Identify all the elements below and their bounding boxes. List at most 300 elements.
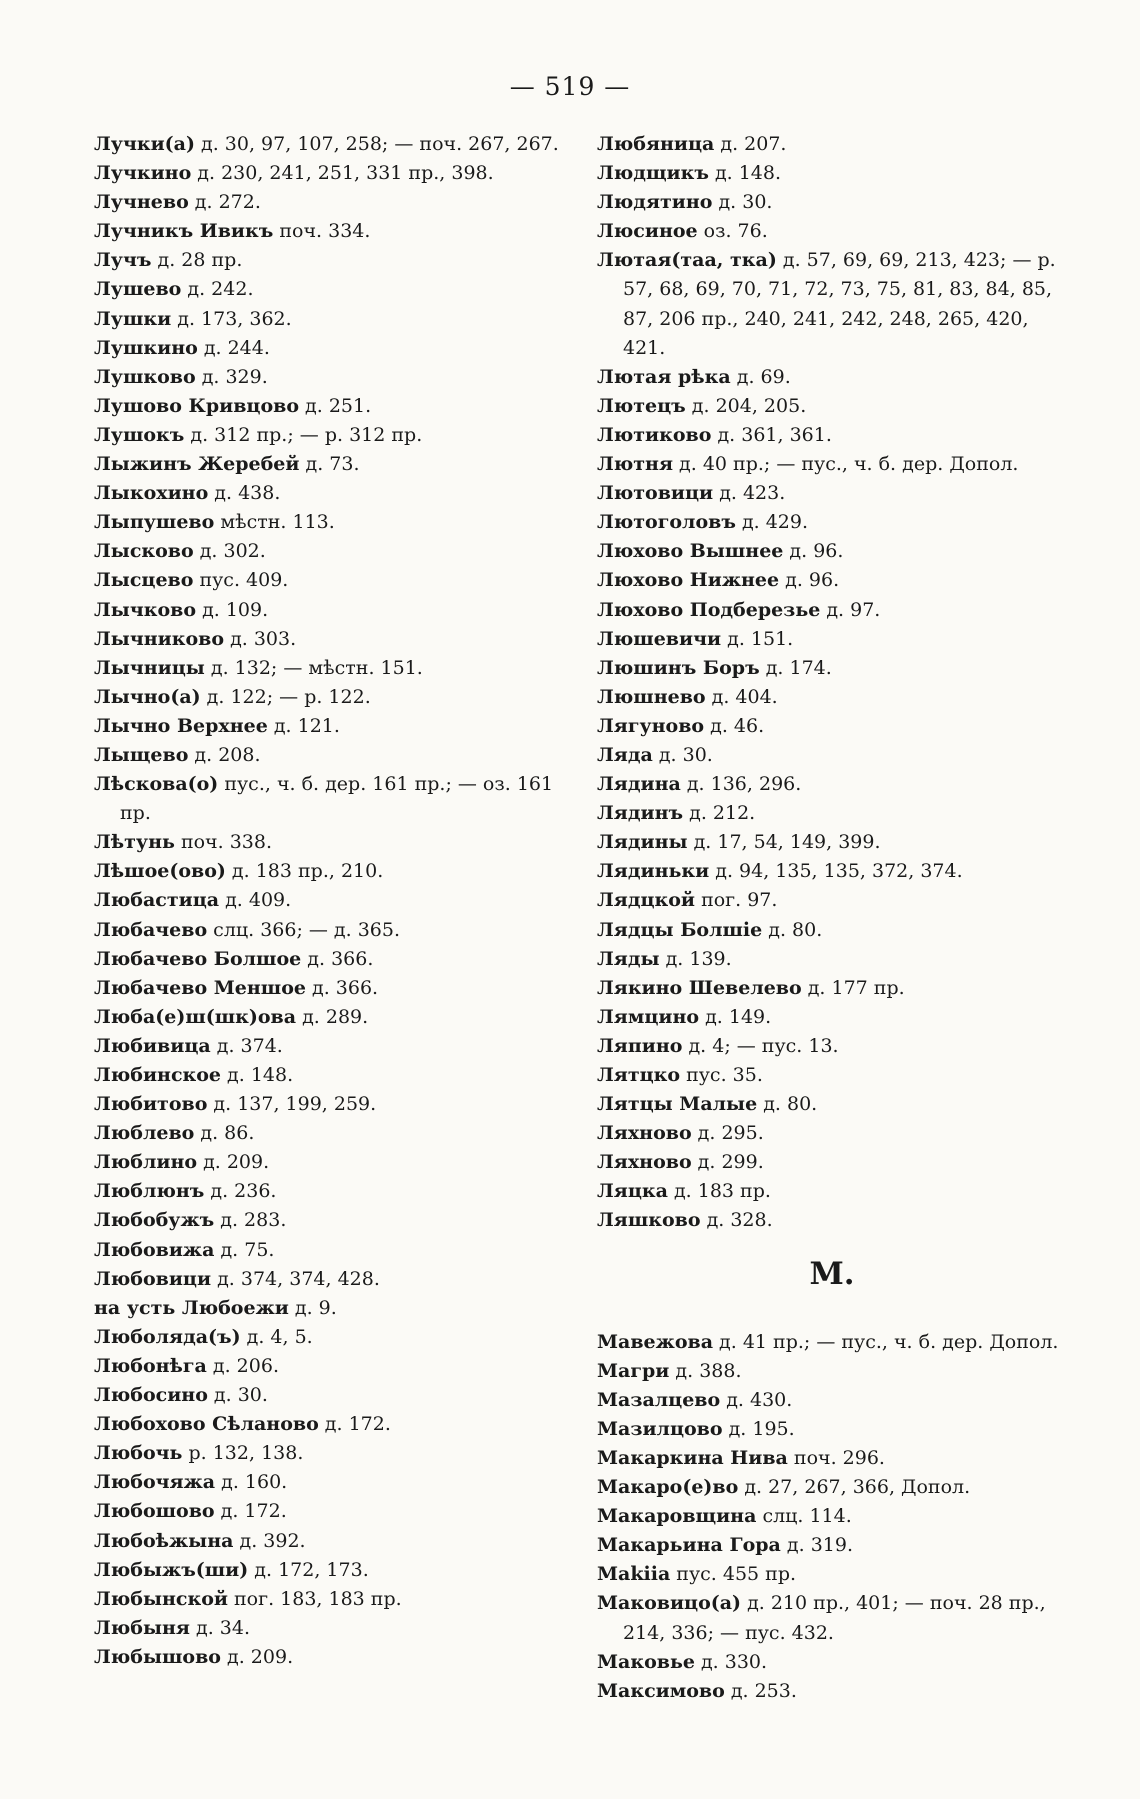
entry-reference: д. 319. <box>780 1534 853 1557</box>
entry-reference: д. 136, 296. <box>680 773 802 796</box>
entry-reference: д. 429. <box>735 511 809 534</box>
entry-reference: д. 30. <box>712 191 773 214</box>
entry-name: Лушокъ <box>94 423 185 446</box>
entry-name: Ляпино <box>597 1034 683 1057</box>
entry-name: Лыкохино <box>94 482 209 505</box>
index-entry <box>94 1236 564 1265</box>
entry-reference: д. 80. <box>757 1093 818 1116</box>
entry-name: Лушево <box>94 278 182 301</box>
entry-reference: д. 9. <box>288 1296 337 1319</box>
entry-reference: д. 97. <box>820 598 881 621</box>
index-entry <box>94 1352 564 1381</box>
entry-reference: д. 121. <box>267 714 340 737</box>
entry-reference: д. 30. <box>652 743 713 766</box>
entry-reference: д. 438. <box>208 482 281 505</box>
index-entry <box>597 1206 1067 1235</box>
entry-name: Любинское <box>94 1064 222 1086</box>
entry-reference: мѣстн. 113. <box>214 511 335 534</box>
entry-name: Лычно Верхнее <box>94 714 268 737</box>
entry-reference: д. 139. <box>659 947 732 970</box>
index-entry <box>94 1119 564 1148</box>
index-entry <box>597 1090 1067 1119</box>
entry-name: Ляхново <box>597 1122 692 1145</box>
index-entry <box>597 1677 1067 1706</box>
index-entry <box>94 334 564 363</box>
entry-reference: пог. 97. <box>695 889 778 912</box>
index-entry <box>597 1003 1067 1032</box>
index-entry <box>597 392 1067 421</box>
entry-reference: слц. 114. <box>756 1505 852 1528</box>
entry-reference: д. 388. <box>669 1359 742 1382</box>
index-entry <box>597 1386 1067 1415</box>
entry-name: Лятцы Малые <box>597 1093 758 1116</box>
entry-name: Любивица <box>94 1034 211 1057</box>
entry-name: Лядцы Болшіе <box>597 918 763 941</box>
entry-name: Любосино <box>94 1384 208 1407</box>
entry-name: Лякино Шевелево <box>597 976 802 999</box>
index-entry <box>597 130 1067 159</box>
entry-reference: д. 40 пр.; — пус., ч. б. дер. Допол. <box>673 453 1019 476</box>
index-entry <box>94 712 564 741</box>
index-entry <box>597 217 1067 246</box>
index-entry <box>597 770 1067 799</box>
index-entry <box>94 1381 564 1410</box>
entry-reference: д. 122; — р. 122. <box>200 685 371 708</box>
entry-name: Ляды <box>597 947 660 970</box>
index-entry <box>94 1265 564 1294</box>
index-entry <box>597 654 1067 683</box>
entry-reference: пус., ч. б. дер. 161 пр.; — оз. 161 пр. <box>120 773 554 825</box>
entry-reference: д. 207. <box>714 133 787 155</box>
entry-name: Магри <box>597 1359 670 1382</box>
index-entry <box>597 1473 1067 1502</box>
index-entry <box>94 217 564 246</box>
index-entry <box>94 305 564 334</box>
entry-reference: д. 374. <box>210 1034 283 1057</box>
entry-reference: д. 86. <box>194 1122 255 1145</box>
entry-reference: д. 46. <box>704 714 765 737</box>
index-entry <box>94 275 564 304</box>
entry-name: Лучки(а) <box>94 133 195 155</box>
entry-reference: д. 172. <box>214 1500 287 1523</box>
entry-name: Люба(е)ш(шк)ова <box>94 1005 297 1028</box>
index-entry <box>597 857 1067 886</box>
entry-name: Маковье <box>597 1650 695 1673</box>
entry-name: Любачево Болшое <box>94 947 302 970</box>
entry-name: Makiіа <box>597 1563 671 1586</box>
index-entry <box>597 566 1067 595</box>
entry-reference: поч. 338. <box>174 831 272 854</box>
entry-name: Макаро(е)во <box>597 1476 739 1499</box>
index-entry <box>94 654 564 683</box>
entry-name: Любовици <box>94 1267 212 1290</box>
entry-reference: пус. 455 пр. <box>670 1563 797 1586</box>
index-entry <box>597 508 1067 537</box>
entry-reference: д. 210 пр., 401; — поч. 28 пр., 214, 336; — пус. 432. <box>623 1592 1046 1644</box>
index-entry <box>597 1177 1067 1206</box>
entry-reference: д. 374, 374, 428. <box>211 1267 380 1290</box>
entry-reference: д. 34. <box>189 1616 250 1639</box>
index-entry <box>94 1556 564 1585</box>
index-entry <box>94 450 564 479</box>
index-entry <box>94 188 564 217</box>
entry-reference: д. 272. <box>188 191 261 214</box>
entry-reference: д. 212. <box>683 802 756 825</box>
entry-reference: д. 174. <box>759 656 832 679</box>
entry-name: Люблюнъ <box>94 1180 205 1203</box>
entry-reference: д. 17, 54, 149, 399. <box>687 831 881 854</box>
index-entry <box>597 974 1067 1003</box>
index-entry <box>94 1294 564 1323</box>
entry-reference: д. 251. <box>299 394 372 417</box>
entry-reference: д. 328. <box>700 1209 773 1232</box>
index-entry <box>597 1148 1067 1177</box>
index-entry <box>94 537 564 566</box>
page-number: — 519 — <box>509 72 631 101</box>
entry-name: Любонѣга <box>94 1354 207 1377</box>
entry-reference: д. 295. <box>691 1122 764 1145</box>
index-entry <box>597 683 1067 712</box>
entry-name: Макарьина Гора <box>597 1534 781 1557</box>
entry-name: Мазалцево <box>597 1388 721 1411</box>
entry-name: Макаркина Нива <box>597 1446 788 1469</box>
entry-reference: д. 94, 135, 135, 372, 374. <box>709 860 963 883</box>
index-entry <box>94 1585 564 1614</box>
entry-name: Лысцево <box>94 569 194 592</box>
index-entry <box>597 945 1067 974</box>
entry-reference: поч. 296. <box>787 1446 885 1469</box>
entry-name: Ляхново <box>597 1151 692 1174</box>
index-entry <box>94 625 564 654</box>
entry-name: Лядины <box>597 831 688 854</box>
index-entry <box>94 1177 564 1206</box>
entry-reference: д. 230, 241, 251, 331 пр., 398. <box>191 162 494 185</box>
entry-name: Любочяжа <box>94 1471 216 1494</box>
entry-reference: д. 73. <box>299 453 360 476</box>
entry-name: Лучнево <box>94 191 189 214</box>
index-entry <box>94 1614 564 1643</box>
entry-reference: д. 27, 267, 366, Допол. <box>738 1476 971 1499</box>
entry-name: Любыжъ(ши) <box>94 1558 249 1581</box>
entry-name: Лютецъ <box>597 394 686 417</box>
entry-reference: д. 69. <box>730 365 791 388</box>
index-entry <box>94 886 564 915</box>
entry-name: Лядина <box>597 773 681 796</box>
entry-reference: д. 4; — пус. 13. <box>682 1034 839 1057</box>
entry-reference: пус. 35. <box>680 1064 763 1086</box>
index-entry <box>94 683 564 712</box>
entry-name: Любобужъ <box>94 1209 215 1232</box>
entry-name: Лушово Кривцово <box>94 394 299 417</box>
entry-name: Любохово Сѣланово <box>94 1413 319 1436</box>
entry-reference: д. 204, 205. <box>685 394 807 417</box>
index-entry <box>94 246 564 275</box>
entry-name: Любочь <box>94 1442 183 1465</box>
entry-name: Лычниково <box>94 627 225 650</box>
entry-reference: д. 206. <box>206 1354 279 1377</box>
entry-name: Любачево Меншое <box>94 976 306 999</box>
index-entry <box>597 421 1067 450</box>
entry-reference: д. 75. <box>214 1238 275 1261</box>
index-entry <box>94 1527 564 1556</box>
entry-name: Люсиное <box>597 220 698 243</box>
entry-name: Лыпушево <box>94 511 215 534</box>
entry-reference: д. 312 пр.; — р. 312 пр. <box>184 423 423 446</box>
entry-name: Люхово Подберезье <box>597 598 821 621</box>
entry-name: Любынской <box>94 1587 228 1610</box>
entry-reference: пог. 183, 183 пр. <box>227 1587 402 1610</box>
entry-name: Людщикъ <box>597 162 709 185</box>
entry-reference: оз. 76. <box>697 220 768 243</box>
index-entry <box>94 1148 564 1177</box>
index-entry <box>597 188 1067 217</box>
entry-reference: д. 177 пр. <box>801 976 905 999</box>
entry-name: Мазилцово <box>597 1417 723 1440</box>
index-entry <box>597 1032 1067 1061</box>
entry-name: Мавежова <box>597 1330 714 1353</box>
entry-reference: д. 283. <box>214 1209 287 1232</box>
entry-reference: д. 244. <box>197 336 270 359</box>
index-entry <box>94 1643 564 1672</box>
entry-reference: д. 132; — мѣстн. 151. <box>204 656 423 679</box>
index-entry <box>597 1119 1067 1148</box>
entry-reference: д. 242. <box>181 278 254 301</box>
entry-name: Ляшково <box>597 1209 701 1232</box>
entry-name: Любоѣжына <box>94 1529 234 1552</box>
entry-reference: д. 172. <box>318 1413 391 1436</box>
index-entry <box>597 1444 1067 1473</box>
index-entry <box>94 392 564 421</box>
index-entry <box>597 625 1067 654</box>
entry-name: Лычково <box>94 598 197 621</box>
entry-name: Лядинъ <box>597 802 684 825</box>
entry-name: Лушки <box>94 307 172 330</box>
index-entry <box>597 1415 1067 1444</box>
entry-reference: д. 195. <box>722 1417 795 1440</box>
index-entry <box>94 1439 564 1468</box>
entry-name: Лѣшое(ово) <box>94 860 226 883</box>
entry-reference: д. 329. <box>195 365 268 388</box>
entry-name: Люблино <box>94 1151 198 1174</box>
index-column-left <box>94 130 564 1672</box>
entry-name: Любыня <box>94 1616 190 1639</box>
entry-name: Лыщево <box>94 743 189 766</box>
entry-reference: д. 96. <box>783 540 844 563</box>
entry-reference: д. 148. <box>221 1064 294 1086</box>
entry-name: Ляда <box>597 743 653 766</box>
index-entry <box>597 596 1067 625</box>
entry-reference: д. 30. <box>207 1384 268 1407</box>
index-entry <box>597 246 1067 362</box>
entry-name: Лычно(а) <box>94 685 201 708</box>
entry-name: Лучъ <box>94 249 152 272</box>
index-entry <box>597 741 1067 770</box>
index-entry <box>94 1003 564 1032</box>
section-heading-m: М. <box>809 1255 855 1292</box>
entry-reference: д. 183 пр., 210. <box>225 860 384 883</box>
entry-name: Любастица <box>94 889 220 912</box>
index-entry <box>597 916 1067 945</box>
entry-reference: д. 330. <box>694 1650 768 1673</box>
entry-reference: д. 423. <box>713 482 786 505</box>
entry-name: Лыжинъ Жеребей <box>94 453 300 476</box>
entry-reference: р. 132, 138. <box>182 1442 304 1465</box>
index-entry <box>597 1502 1067 1531</box>
index-entry <box>94 363 564 392</box>
entry-name: Любитово <box>94 1093 208 1116</box>
index-entry <box>94 828 564 857</box>
entry-reference: д. 209. <box>220 1645 294 1668</box>
entry-reference: д. 299. <box>691 1151 764 1174</box>
index-entry <box>597 450 1067 479</box>
entry-reference: д. 303. <box>224 627 297 650</box>
entry-reference: поч. 334. <box>273 220 371 243</box>
entry-reference: д. 366. <box>301 947 374 970</box>
entry-reference: д. 392. <box>233 1529 306 1552</box>
index-entry <box>94 596 564 625</box>
index-entry <box>597 1648 1067 1677</box>
entry-reference: д. 173, 362. <box>171 307 292 330</box>
entry-name: Люхово Нижнее <box>597 569 780 592</box>
entry-name: Лютовици <box>597 482 714 505</box>
entry-name: Люболяда(ъ) <box>94 1325 241 1348</box>
entry-name: Лушково <box>94 365 196 388</box>
index-entry <box>94 1468 564 1497</box>
entry-name: Люблево <box>94 1122 195 1145</box>
entry-name: Лушкино <box>94 336 198 359</box>
entry-reference: д. 41 пр.; — пус., ч. б. дер. Допол. <box>713 1330 1059 1353</box>
index-entry <box>597 799 1067 828</box>
entry-name: Любачево <box>94 918 208 941</box>
entry-reference: д. 160. <box>215 1471 288 1494</box>
entry-reference: д. 209. <box>197 1151 270 1174</box>
index-entry <box>94 479 564 508</box>
entry-reference: д. 236. <box>204 1180 277 1203</box>
index-entry <box>94 857 564 886</box>
entry-reference: д. 409. <box>219 889 292 912</box>
index-entry <box>94 566 564 595</box>
entry-reference: д. 289. <box>296 1005 369 1028</box>
entry-reference: д. 404. <box>705 685 778 708</box>
entry-name: Лѣскова(о) <box>94 773 219 796</box>
entry-reference: д. 96. <box>779 569 840 592</box>
entry-name: Люхово Вышнее <box>597 540 784 563</box>
entry-name: Лягуново <box>597 714 705 737</box>
entry-name: Лядцкой <box>597 889 696 912</box>
entry-name: Лучникъ Ивикъ <box>94 220 274 243</box>
index-entry <box>597 1328 1067 1357</box>
entry-name: Максимово <box>597 1679 725 1702</box>
entry-name: Ляцка <box>597 1180 668 1203</box>
entry-name: Лютоголовъ <box>597 511 736 534</box>
entry-name: Макаровщина <box>597 1505 757 1528</box>
entry-reference: д. 28 пр. <box>151 249 243 272</box>
index-entry <box>94 1410 564 1439</box>
index-entry <box>597 1560 1067 1589</box>
index-entry <box>597 537 1067 566</box>
index-entry <box>597 712 1067 741</box>
entry-reference: пус. 409. <box>193 569 289 592</box>
entry-name: Любяница <box>597 133 715 155</box>
index-entry <box>597 159 1067 188</box>
entry-reference: д. 361, 361. <box>711 423 832 446</box>
entry-reference: д. 149. <box>699 1005 772 1028</box>
entry-name: Любошово <box>94 1500 215 1523</box>
entry-name: Люшинъ Боръ <box>597 656 760 679</box>
entry-reference: д. 253. <box>724 1679 797 1702</box>
entry-reference: д. 183 пр. <box>667 1180 771 1203</box>
entry-name: Лысково <box>94 540 194 563</box>
entry-name: Лядиньки <box>597 860 710 883</box>
entry-reference: д. 302. <box>193 540 266 563</box>
index-entry <box>94 770 564 828</box>
entry-reference: д. 137, 199, 259. <box>207 1093 377 1116</box>
entry-name: Любышово <box>94 1645 221 1668</box>
index-entry <box>94 1032 564 1061</box>
index-entry <box>597 1531 1067 1560</box>
index-column-right <box>597 130 1067 1706</box>
index-entry <box>94 974 564 1003</box>
entry-name: на усть Любоежи <box>94 1296 289 1319</box>
entry-reference: д. 4, 5. <box>240 1325 313 1348</box>
index-entry <box>597 1589 1067 1647</box>
index-entry <box>94 741 564 770</box>
entry-reference: д. 430. <box>720 1388 793 1411</box>
entry-name: Лютая рѣка <box>597 365 731 388</box>
index-entry <box>597 479 1067 508</box>
entry-reference: д. 151. <box>721 627 794 650</box>
entry-name: Люшнево <box>597 685 706 708</box>
entry-name: Лямцино <box>597 1005 700 1028</box>
entry-name: Лычницы <box>94 656 205 679</box>
index-entry <box>94 508 564 537</box>
index-entry <box>597 1061 1067 1090</box>
entry-name: Люшевичи <box>597 627 722 650</box>
index-entry <box>597 828 1067 857</box>
index-entry <box>94 421 564 450</box>
entry-reference: д. 366. <box>305 976 379 999</box>
entry-reference: слц. 366; — д. 365. <box>207 918 401 941</box>
entry-reference: д. 30, 97, 107, 258; — поч. 267, 267. <box>194 133 559 155</box>
entry-name: Лѣтунь <box>94 831 175 854</box>
index-entry <box>94 130 564 159</box>
entry-reference: д. 208. <box>188 743 261 766</box>
index-entry <box>94 159 564 188</box>
entry-name: Лютня <box>597 453 673 476</box>
entry-name: Лятцко <box>597 1064 681 1086</box>
entry-name: Маковицо(а) <box>597 1592 742 1615</box>
entry-reference: д. 80. <box>762 918 823 941</box>
entry-reference: д. 109. <box>196 598 269 621</box>
entry-reference: д. 172, 173. <box>248 1558 369 1581</box>
entry-reference: д. 148. <box>708 162 782 185</box>
entry-name: Людятино <box>597 191 713 214</box>
index-entry <box>94 916 564 945</box>
entry-name: Лучкино <box>94 162 192 185</box>
index-entry <box>597 1357 1067 1386</box>
index-entry <box>94 1090 564 1119</box>
entry-name: Лютиково <box>597 423 712 446</box>
index-entry <box>94 1497 564 1526</box>
index-entry <box>597 886 1067 915</box>
entry-name: Любовижа <box>94 1238 215 1261</box>
entry-reference: д. 57, 69, 69, 213, 423; — р. 57, 68, 69, 70, 71, 72, 73, 75, 81, 83, 84, 85, 87, 206 пр., 240, 241, 242, 248, 265, 420, 421. <box>623 249 1056 359</box>
index-entry <box>94 1061 564 1090</box>
index-entry <box>597 363 1067 392</box>
index-entry <box>94 945 564 974</box>
entry-name: Лютая(таа, тка) <box>597 249 777 272</box>
index-entry <box>94 1323 564 1352</box>
